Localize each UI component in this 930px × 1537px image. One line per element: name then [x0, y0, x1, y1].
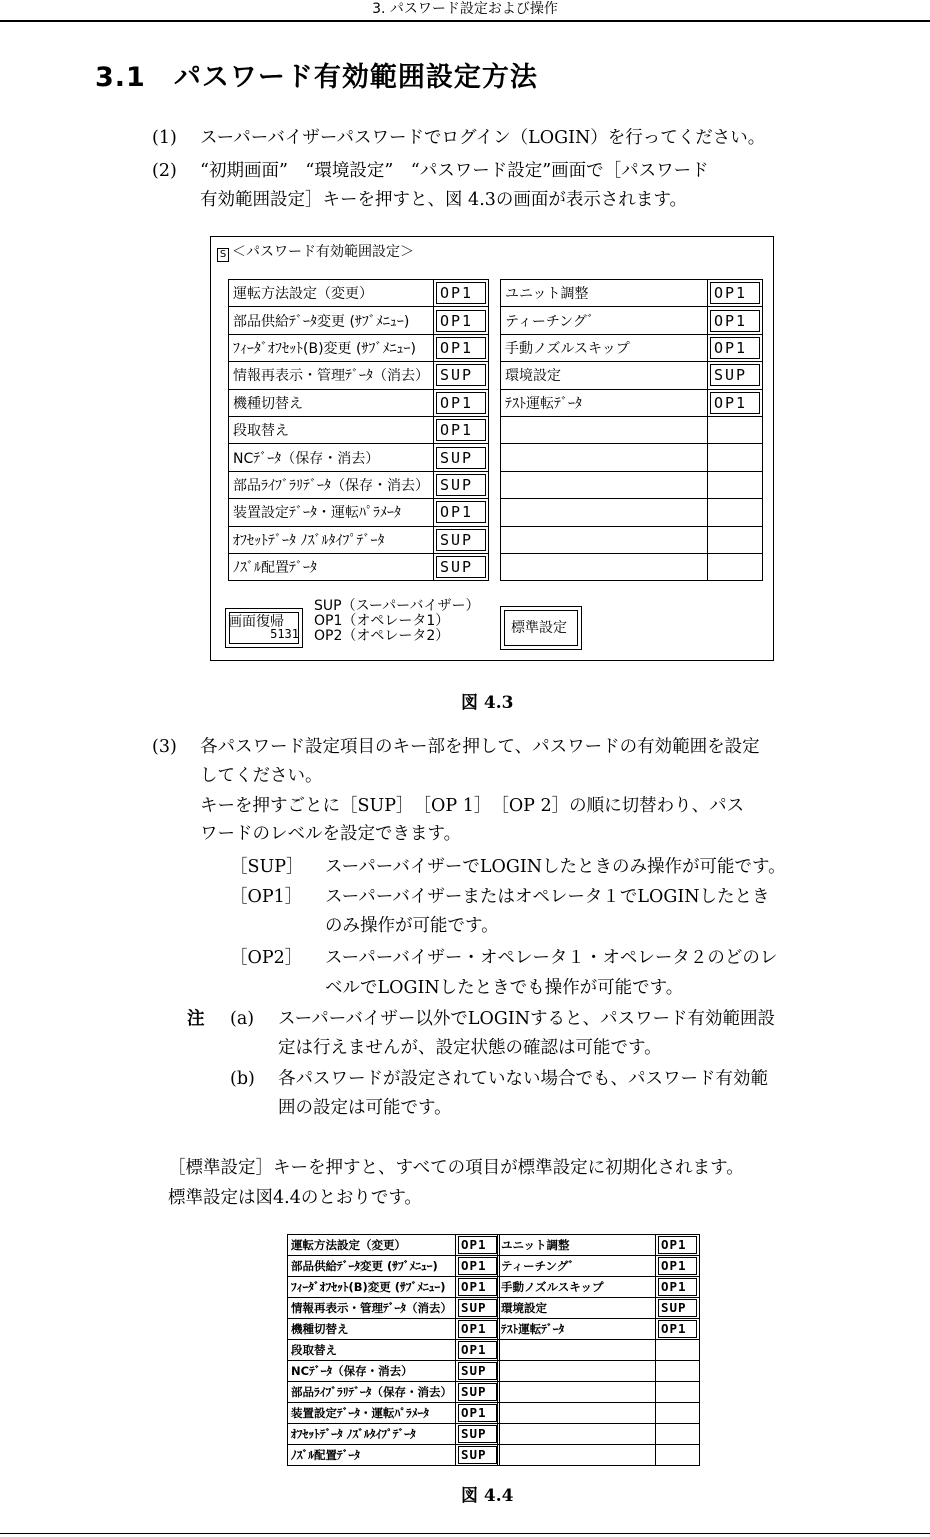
fig43-right-key-cell: [708, 444, 763, 471]
fig43-right-row: [501, 307, 763, 334]
note-label: 注: [187, 1009, 205, 1029]
step-3-line-3: キーを押すごとに［SUP］ ［OP 1］ ［OP 2］の順に切替わり、パス: [200, 796, 745, 816]
fig44-left-key-cell: [456, 1235, 500, 1256]
fig44-left-level-key: OP1: [458, 1236, 497, 1254]
fig44-left-key-cell: [456, 1298, 500, 1319]
screen-title: [217, 241, 414, 262]
fig43-left-key-cell: [434, 307, 489, 334]
fig44-left-level-key: OP1: [458, 1404, 497, 1422]
step-1-number: (1): [152, 128, 177, 148]
fig44-right-label: 手動ノズルスキップ: [498, 1277, 656, 1298]
standard-settings-text-1: ［標準設定］キーを押すと、すべての項目が標準設定に初期化されます。: [168, 1158, 744, 1178]
fig44-left-row: [288, 1235, 500, 1256]
fig43-left-label: 機種切替え: [229, 389, 434, 416]
legend-op2: OP2（オペレータ2）: [314, 628, 450, 644]
fig43-right-row: [501, 416, 763, 443]
fig43-right-label: [501, 444, 708, 471]
fig44-left-key-cell: [456, 1445, 500, 1466]
fig43-left-key-cell: [434, 362, 489, 389]
fig43-left-level-key[interactable]: SUP: [436, 529, 486, 551]
fig43-right-key-cell: [708, 553, 763, 580]
fig44-left-row: [288, 1382, 500, 1403]
fig43-right-key-cell: [708, 307, 763, 334]
fig43-right-key-cell: [708, 526, 763, 553]
fig43-right-label: ﾃｽﾄ運転ﾃﾞｰﾀ: [501, 389, 708, 416]
fig43-left-level-key[interactable]: OP1: [436, 310, 486, 332]
fig44-left-row: [288, 1319, 500, 1340]
fig44-right-label: [498, 1403, 656, 1424]
fig44-right-row: [498, 1340, 700, 1361]
fig43-right-label: [501, 553, 708, 580]
default-table-right: [497, 1234, 700, 1466]
fig43-left-key-cell: [434, 389, 489, 416]
fig44-left-label: ﾌｨｰﾀﾞｵﾌｾｯﾄ(B)変更 (ｻﾌﾞﾒﾆｭｰ): [288, 1277, 456, 1298]
fig43-left-level-key[interactable]: SUP: [436, 364, 486, 386]
fig44-right-row: [498, 1256, 700, 1277]
figure-4-4-caption: 図 4.4: [461, 1486, 514, 1506]
fig43-right-key-cell: [708, 362, 763, 389]
fig43-right-level-key[interactable]: OP1: [710, 282, 760, 304]
fig43-right-row: [501, 444, 763, 471]
standard-settings-button[interactable]: [500, 606, 582, 650]
settings-table-left: [228, 279, 489, 581]
fig44-right-label: [498, 1424, 656, 1445]
fig44-right-row: [498, 1319, 700, 1340]
note-b-line-1: 各パスワードが設定されていない場合でも、パスワード有効範: [278, 1069, 768, 1089]
fig44-left-label: ｵﾌｾｯﾄﾃﾞｰﾀ ﾉｽﾞﾙﾀｲﾌﾟﾃﾞｰﾀ: [288, 1424, 456, 1445]
fig43-left-label: 運転方法設定（変更）: [229, 280, 434, 307]
fig43-left-key-cell: [434, 334, 489, 361]
settings-table-right: [500, 279, 763, 581]
fig44-left-row: [288, 1424, 500, 1445]
fig44-right-key-cell: [656, 1361, 700, 1382]
password-range-screen: [210, 236, 774, 661]
fig44-left-label: NCﾃﾞｰﾀ（保存・消去）: [288, 1361, 456, 1382]
fig43-right-label: ティーチング゛: [501, 307, 708, 334]
legend-sup: SUP（スーパーバイザー）: [314, 598, 480, 614]
fig43-right-key-cell: [708, 471, 763, 498]
fig43-left-key-cell: [434, 499, 489, 526]
level-op2-key: ［OP2］: [230, 948, 303, 968]
figure-4-3-caption: 図 4.3: [461, 693, 514, 713]
fig43-left-key-cell: [434, 526, 489, 553]
fig44-right-level-key: SUP: [658, 1299, 697, 1317]
fig43-left-row: [229, 389, 489, 416]
fig44-right-label: [498, 1445, 656, 1466]
fig44-left-row: [288, 1403, 500, 1424]
fig44-left-level-key: OP1: [458, 1278, 497, 1296]
fig44-left-label: 運転方法設定（変更）: [288, 1235, 456, 1256]
fig43-left-level-key[interactable]: OP1: [436, 419, 486, 441]
fig43-right-level-key[interactable]: OP1: [710, 310, 760, 332]
fig44-left-level-key: SUP: [458, 1425, 497, 1443]
fig43-left-row: [229, 280, 489, 307]
fig43-left-key-cell: [434, 553, 489, 580]
fig44-right-label: ユニット調整: [498, 1235, 656, 1256]
fig43-right-key-cell: [708, 280, 763, 307]
fig43-left-key-cell: [434, 471, 489, 498]
fig43-right-key-cell: [708, 416, 763, 443]
fig43-left-row: [229, 444, 489, 471]
fig44-right-label: [498, 1340, 656, 1361]
fig43-right-label: 環境設定: [501, 362, 708, 389]
fig43-right-key-cell: [708, 389, 763, 416]
standard-settings-label: 標準設定: [504, 610, 578, 646]
fig44-left-row: [288, 1298, 500, 1319]
fig43-right-key-cell: [708, 334, 763, 361]
back-button-code: 5131: [270, 627, 299, 641]
fig43-left-label: ﾉｽﾞﾙ配置ﾃﾞｰﾀ: [229, 553, 434, 580]
fig44-left-key-cell: [456, 1256, 500, 1277]
note-b-number: (b): [230, 1069, 255, 1089]
fig44-left-level-key: SUP: [458, 1299, 497, 1317]
back-button[interactable]: [225, 608, 303, 648]
level-op1-line-1: スーパーバイザーまたはオペレータ１でLOGINしたとき: [325, 887, 770, 907]
fig43-left-key-cell: [434, 416, 489, 443]
fig44-right-label: ティーチング゛: [498, 1256, 656, 1277]
level-op1-key: ［OP1］: [230, 887, 303, 907]
fig43-left-label: 装置設定ﾃﾞｰﾀ・運転ﾊﾟﾗﾒｰﾀ: [229, 499, 434, 526]
fig44-right-row: [498, 1235, 700, 1256]
fig44-left-level-key: OP1: [458, 1257, 497, 1275]
fig43-right-row: [501, 362, 763, 389]
fig43-left-level-key[interactable]: OP1: [436, 282, 486, 304]
fig43-left-level-key[interactable]: OP1: [436, 392, 486, 414]
level-op1-line-2: のみ操作が可能です。: [325, 916, 499, 936]
step-2-line-2: 有効範囲設定］キーを押すと、図 4.3の画面が表示されます。: [200, 190, 687, 210]
fig44-left-key-cell: [456, 1424, 500, 1445]
fig43-right-label: ユニット調整: [501, 280, 708, 307]
fig44-right-key-cell: [656, 1319, 700, 1340]
fig44-right-key-cell: [656, 1382, 700, 1403]
fig44-right-key-cell: [656, 1298, 700, 1319]
fig44-right-level-key: OP1: [658, 1257, 697, 1275]
section-title: 3.1 パスワード有効範囲設定方法: [95, 62, 538, 93]
standard-settings-text-2: 標準設定は図4.4のとおりです。: [168, 1188, 422, 1208]
fig43-right-row: [501, 526, 763, 553]
fig44-right-level-key: OP1: [658, 1320, 697, 1338]
fig44-left-key-cell: [456, 1277, 500, 1298]
fig44-right-level-key: OP1: [658, 1236, 697, 1254]
fig44-left-key-cell: [456, 1403, 500, 1424]
fig43-left-label: 部品供給ﾃﾞｰﾀ変更 (ｻﾌﾞﾒﾆｭｰ): [229, 307, 434, 334]
fig43-left-level-key[interactable]: SUP: [436, 447, 486, 469]
fig43-left-row: [229, 499, 489, 526]
fig44-left-row: [288, 1256, 500, 1277]
fig43-left-row: [229, 553, 489, 580]
chapter-title: 3. パスワード設定および操作: [372, 1, 558, 17]
note-a-number: (a): [230, 1009, 255, 1029]
fig44-left-level-key: SUP: [458, 1383, 497, 1401]
default-table-left: [287, 1234, 500, 1466]
step-3-number: (3): [152, 737, 177, 757]
step-2-number: (2): [152, 161, 177, 181]
fig44-left-label: 装置設定ﾃﾞｰﾀ・運転ﾊﾟﾗﾒｰﾀ: [288, 1403, 456, 1424]
fig43-left-row: [229, 334, 489, 361]
fig44-left-row: [288, 1361, 500, 1382]
fig44-right-key-cell: [656, 1424, 700, 1445]
fig44-right-row: [498, 1277, 700, 1298]
fig43-left-label: ﾌｨｰﾀﾞｵﾌｾｯﾄ(B)変更 (ｻﾌﾞﾒﾆｭｰ): [229, 334, 434, 361]
fig44-left-row: [288, 1277, 500, 1298]
back-button-label: 画面復帰: [228, 614, 284, 630]
fig44-left-label: 段取替え: [288, 1340, 456, 1361]
fig43-right-row: [501, 389, 763, 416]
fig44-right-key-cell: [656, 1256, 700, 1277]
fig44-left-key-cell: [456, 1340, 500, 1361]
fig43-left-label: 情報再表示・管理ﾃﾞｰﾀ（消去）: [229, 362, 434, 389]
fig44-right-key-cell: [656, 1277, 700, 1298]
fig44-left-label: 情報再表示・管理ﾃﾞｰﾀ（消去）: [288, 1298, 456, 1319]
fig44-right-level-key: OP1: [658, 1278, 697, 1296]
fig44-right-row: [498, 1298, 700, 1319]
note-a-line-2: 定は行えませんが、設定状態の確認は可能です。: [278, 1038, 662, 1058]
fig44-left-key-cell: [456, 1382, 500, 1403]
fig43-left-key-cell: [434, 444, 489, 471]
legend-op1: OP1（オペレータ1）: [314, 613, 450, 629]
fig44-left-level-key: OP1: [458, 1320, 497, 1338]
screen-title-text: ＜パスワード有効範囲設定＞: [232, 244, 414, 260]
fig43-left-level-key[interactable]: SUP: [436, 474, 486, 496]
page-header: [0, 0, 930, 22]
fig44-right-label: 環境設定: [498, 1298, 656, 1319]
fig44-right-label: ﾃｽﾄ運転ﾃﾞｰﾀ: [498, 1319, 656, 1340]
fig43-right-level-key[interactable]: SUP: [710, 364, 760, 386]
fig43-left-level-key[interactable]: SUP: [436, 556, 486, 578]
step-3-line-1: 各パスワード設定項目のキー部を押して、パスワードの有効範囲を設定: [200, 737, 760, 757]
fig44-right-label: [498, 1361, 656, 1382]
step-2-line-1: “初期画面” “環境設定” “パスワード設定”画面で［パスワード: [200, 161, 709, 181]
fig43-left-label: 部品ﾗｲﾌﾞﾗﾘﾃﾞｰﾀ（保存・消去）: [229, 471, 434, 498]
fig43-left-row: [229, 362, 489, 389]
fig43-left-label: 段取替え: [229, 416, 434, 443]
fig44-left-key-cell: [456, 1319, 500, 1340]
fig43-right-level-key[interactable]: OP1: [710, 392, 760, 414]
fig43-left-row: [229, 416, 489, 443]
fig44-left-row: [288, 1340, 500, 1361]
level-op2-line-1: スーパーバイザー・オペレータ１・オペレータ２のどのレ: [325, 948, 778, 968]
fig44-left-row: [288, 1445, 500, 1466]
fig43-right-label: [501, 499, 708, 526]
level-sup-text: スーパーバイザーでLOGINしたときのみ操作が可能です。: [325, 857, 786, 877]
fig44-left-level-key: SUP: [458, 1362, 497, 1380]
fig43-right-row: [501, 334, 763, 361]
note-a-line-1: スーパーバイザー以外でLOGINすると、パスワード有効範囲設: [278, 1009, 776, 1029]
fig43-left-label: NCﾃﾞｰﾀ（保存・消去）: [229, 444, 434, 471]
fig44-left-level-key: SUP: [458, 1446, 497, 1464]
fig43-right-label: [501, 471, 708, 498]
fig44-right-row: [498, 1382, 700, 1403]
fig44-left-label: 部品ﾗｲﾌﾞﾗﾘﾃﾞｰﾀ（保存・消去）: [288, 1382, 456, 1403]
fig43-left-level-key[interactable]: OP1: [436, 337, 486, 359]
note-b-line-2: 囲の設定は可能です。: [278, 1098, 452, 1118]
fig43-left-row: [229, 307, 489, 334]
fig43-right-label: [501, 526, 708, 553]
level-sup-key: ［SUP］: [230, 857, 304, 877]
fig44-left-label: ﾉｽﾞﾙ配置ﾃﾞｰﾀ: [288, 1445, 456, 1466]
level-op2-line-2: ベルでLOGINしたときでも操作が可能です。: [325, 978, 684, 998]
fig43-right-row: [501, 499, 763, 526]
fig43-right-key-cell: [708, 499, 763, 526]
fig44-left-key-cell: [456, 1361, 500, 1382]
step-3-line-2: してください。: [200, 766, 323, 786]
step-1-text: スーパーバイザーパスワードでログイン（LOGIN）を行ってください。: [200, 128, 766, 148]
fig44-left-level-key: OP1: [458, 1341, 497, 1359]
fig44-right-key-cell: [656, 1235, 700, 1256]
fig43-left-row: [229, 526, 489, 553]
fig43-left-row: [229, 471, 489, 498]
fig43-right-row: [501, 280, 763, 307]
fig44-right-row: [498, 1445, 700, 1466]
fig44-right-row: [498, 1403, 700, 1424]
fig44-right-row: [498, 1361, 700, 1382]
fig43-left-label: ｵﾌｾｯﾄﾃﾞｰﾀ ﾉｽﾞﾙﾀｲﾌﾟﾃﾞｰﾀ: [229, 526, 434, 553]
fig44-right-key-cell: [656, 1445, 700, 1466]
level-legend: [314, 599, 479, 644]
fig43-right-level-key[interactable]: OP1: [710, 337, 760, 359]
screen-s-icon: S: [217, 248, 229, 262]
fig43-right-row: [501, 471, 763, 498]
fig44-right-key-cell: [656, 1403, 700, 1424]
fig43-left-key-cell: [434, 280, 489, 307]
fig44-right-label: [498, 1382, 656, 1403]
fig44-left-label: 機種切替え: [288, 1319, 456, 1340]
fig44-right-key-cell: [656, 1340, 700, 1361]
fig44-right-row: [498, 1424, 700, 1445]
fig43-left-level-key[interactable]: OP1: [436, 501, 486, 523]
fig43-right-label: 手動ノズルスキップ: [501, 334, 708, 361]
fig44-left-label: 部品供給ﾃﾞｰﾀ変更 (ｻﾌﾞﾒﾆｭｰ): [288, 1256, 456, 1277]
fig43-right-label: [501, 416, 708, 443]
fig43-right-row: [501, 553, 763, 580]
footer-rule: [0, 1533, 930, 1534]
step-3-line-4: ワードのレベルを設定できます。: [200, 824, 462, 844]
